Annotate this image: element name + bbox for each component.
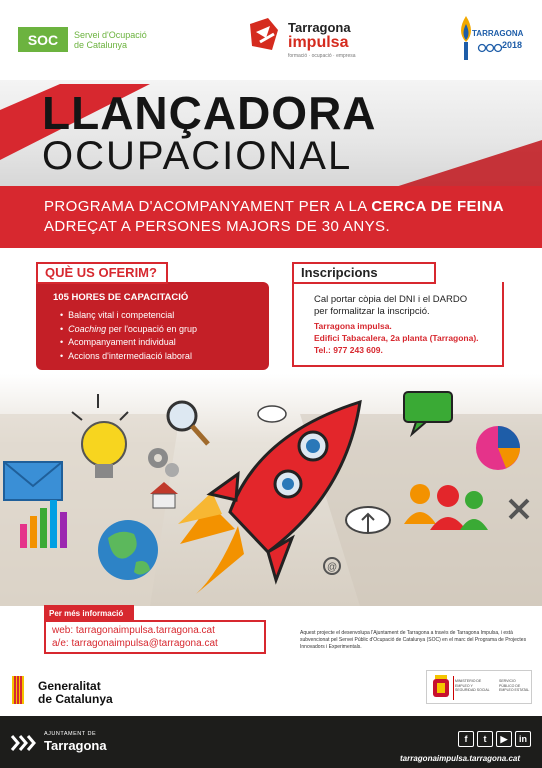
envelope-icon [4, 462, 62, 500]
tarragona-impulsa-mark-icon [246, 16, 282, 52]
soc-text [68, 27, 147, 52]
offer-list [60, 309, 197, 363]
svg-text:@: @ [327, 562, 338, 573]
youtube-icon[interactable]: ▶ [496, 731, 512, 747]
inscriptions-phone: Tel.: 977 243 609. [314, 345, 383, 355]
ministerio-text2: SERVICIO PÚBLICO DE EMPLEO ESTATAL [499, 679, 530, 692]
inscriptions-address: Edifici Tabacalera, 2a planta (Tarragona). [314, 333, 479, 343]
ti-name-line1: Tarragona [288, 20, 351, 35]
spain-shield-icon [431, 675, 451, 699]
offer-item-rest: per l'ocupació en grup [106, 323, 197, 334]
banner-line1-start: PROGRAMA D'ACOMPANYAMENT PER A LA [44, 198, 372, 215]
fine-print: Aquest projecte el desenvolupa l'Ajuntament de Tarragona a través de Tarragona Impulsa, i està subvencionat pel Servei Públic d'Ocupació de Catalunya (SOC) en el marc del Programa de Projectes Innovadors i Experimentals. [300, 630, 527, 650]
offer-heading: 105 HORES DE CAPACITACIÓ [53, 292, 189, 303]
ajuntament-line2: Tarragona [44, 738, 107, 753]
globe-icon [98, 520, 158, 580]
offer-tag: QUÈ US OFERIM? [36, 262, 168, 284]
inscriptions-org: Tarragona impulsa. [314, 321, 392, 331]
ajuntament-mark-icon [10, 732, 36, 754]
offer-item: • Accions d'intermediació laboral [60, 350, 197, 364]
cloud-icon [258, 406, 286, 422]
rocket-illustration [0, 374, 542, 606]
inscriptions-box [292, 282, 504, 367]
offer-item-italic: Coaching [68, 323, 107, 334]
tarragona-impulsa-logo [246, 14, 366, 64]
inscriptions-line2: per formalitzar la inscripció. [314, 306, 430, 317]
footer [0, 716, 542, 768]
banner-line1-bold: CERCA DE FEINA [371, 198, 504, 215]
linkedin-icon[interactable]: in [515, 731, 531, 747]
info-email-link[interactable]: a/e: tarragonaimpulsa@tarragona.cat [52, 638, 218, 649]
banner-line2: ADREÇAT A PERSONES MAJORS DE 30 ANYS. [44, 218, 391, 235]
soc-line2: de Catalunya [74, 39, 128, 50]
offer-item: • Acompanyament individual [60, 336, 197, 350]
ministerio-divider [453, 676, 454, 700]
ti-tagline: formació · ocupació · empresa [288, 53, 356, 59]
offer-box [36, 282, 269, 370]
twitter-icon[interactable]: t [477, 731, 493, 747]
logo-strip [0, 0, 542, 80]
offer-item [60, 323, 197, 337]
banner-line1 [44, 198, 504, 215]
generalitat-logo [12, 676, 142, 706]
gencat-line1: Generalitat [38, 679, 101, 693]
more-info-tag: Per més informació [44, 605, 134, 622]
soc-badge: SOC [18, 27, 68, 52]
title-line2: OCUPACIONAL [42, 134, 353, 178]
gencat-line2: de Catalunya [38, 692, 113, 706]
soc-logo [18, 27, 160, 52]
subtitle-banner [0, 186, 542, 248]
games-name: TARRAGONA [472, 29, 524, 38]
cloud-upload-icon [346, 507, 390, 533]
facebook-icon[interactable]: f [458, 731, 474, 747]
ajuntament-line1: AJUNTAMENT DE [44, 731, 97, 737]
senyera-icon [12, 676, 24, 704]
inscriptions-tag: Inscripcions [292, 262, 436, 284]
info-web-link[interactable]: web: tarragonaimpulsa.tarragona.cat [52, 625, 215, 636]
footer-url[interactable]: tarragonaimpulsa.tarragona.cat [400, 754, 521, 763]
offer-item: • Balanç vital i competencial [60, 309, 197, 323]
title-band [0, 80, 542, 192]
inscriptions-line1: Cal portar còpia del DNI i el DARDO [314, 294, 468, 305]
ministerio-text1: MINISTERIO DE EMPLEO Y SEGURIDAD SOCIAL [455, 679, 490, 692]
more-info-box [44, 620, 266, 654]
social-links [458, 731, 531, 747]
ti-name-line2: impulsa [288, 34, 349, 51]
title-line1: LLANÇADORA [42, 87, 377, 139]
games-year: 2018 [502, 40, 523, 50]
soc-line1: Servei d'Ocupació [74, 29, 147, 40]
ministerio-logo [426, 670, 532, 704]
tarragona-2018-logo [452, 12, 532, 67]
pie-chart-icon [476, 426, 520, 470]
